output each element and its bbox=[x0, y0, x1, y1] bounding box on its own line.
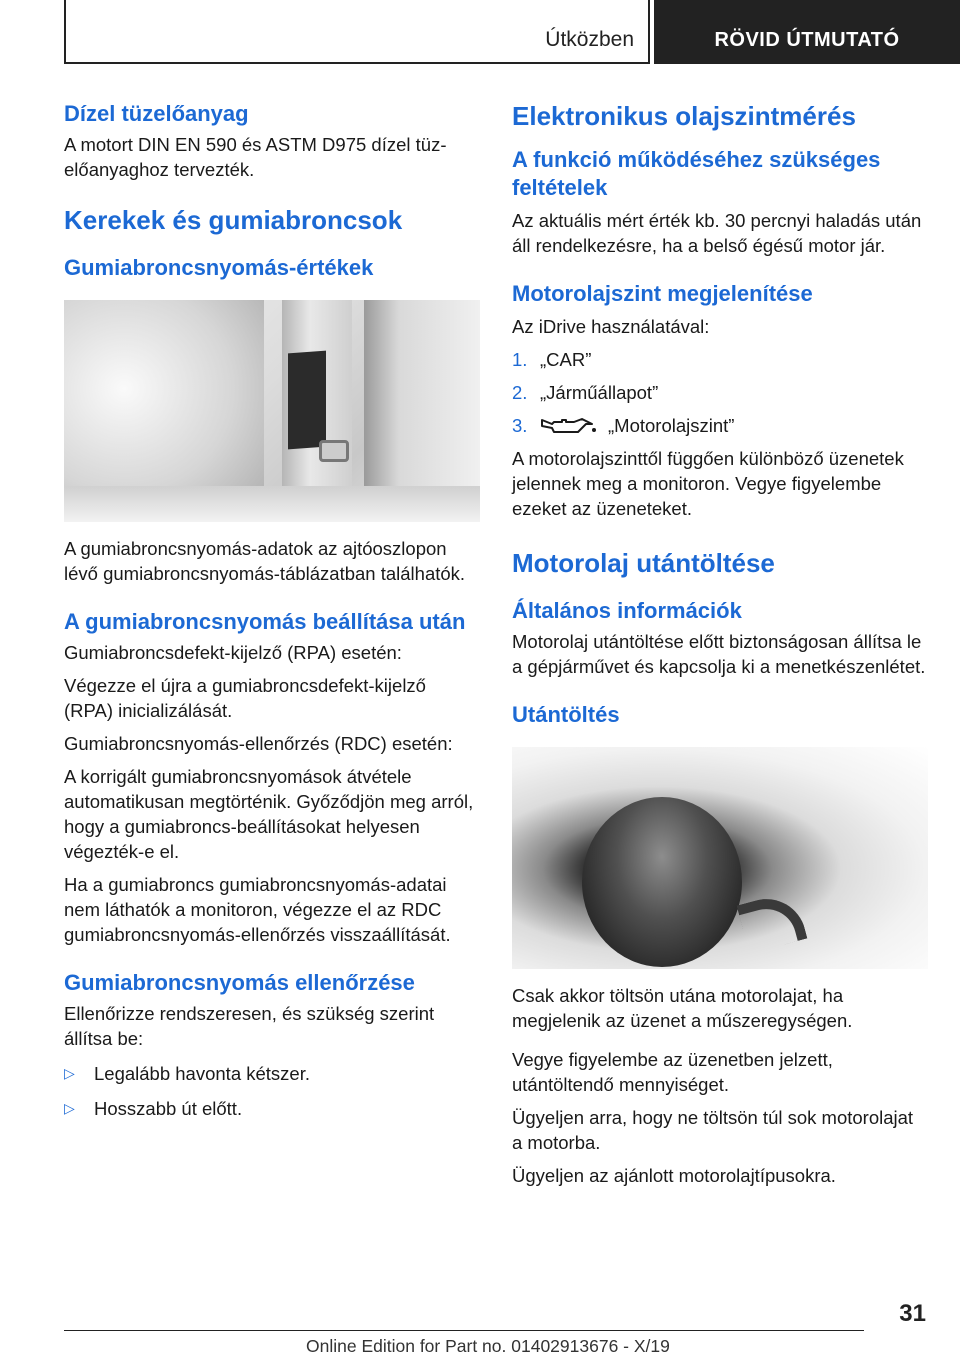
tire-pressure-label bbox=[288, 351, 326, 450]
rotation-arrow-icon bbox=[737, 890, 808, 954]
door-pillar-photo bbox=[64, 300, 480, 522]
rdc-text-2: Ha a gumiabroncs gumiabroncsnyomás-adatai nem láthatók a monitoron, végezze el az RDC gumiabroncsnyomás-ellenőrzés visszaállítását. bbox=[64, 874, 451, 945]
refill-text-1: Csak akkor töltsön utána motorolajat, ha megjelenik az üzenet a műszeregységen. bbox=[512, 985, 853, 1031]
footer-edition: Online Edition for Part no. 01402913676 - X/19 bbox=[306, 1336, 670, 1356]
refill-text-4: Ügyeljen az ajánlott motorolajtípusokra. bbox=[512, 1165, 836, 1186]
heading-wheels: Kerekek és gumiabroncsok bbox=[64, 205, 403, 235]
heading-requirements: A funkció működéséhez szükséges feltételek bbox=[512, 147, 881, 200]
display-intro: Az iDrive használatával: bbox=[512, 316, 710, 337]
chapter-title: RÖVID ÚTMUTATÓ bbox=[714, 29, 900, 51]
oil-cap-photo bbox=[512, 747, 928, 969]
heading-oil-measurement: Elektronikus olajszintmérés bbox=[512, 101, 856, 131]
list-item: ▷ Legalább havonta kétszer. bbox=[64, 1063, 310, 1084]
rdc-intro: Gumiabroncsnyomás-ellenőrzés (RDC) esetén: bbox=[64, 733, 453, 754]
rpa-text: Végezze el újra a gumiabroncsdefekt-kijelző (RPA) inicializálását. bbox=[64, 675, 426, 721]
right-column bbox=[512, 100, 928, 1188]
general-text: Motorolaj utántöltése előtt biztonságosan állítsa le a gépjárművet és kapcsolja ki a menetkészenlétet. bbox=[512, 631, 926, 677]
list-item: 3. „Motorolajszint” bbox=[512, 415, 735, 436]
heading-general-info: Általános információk bbox=[512, 598, 742, 623]
requirements-text: Az aktuális mért érték kb. 30 percnyi haladás után áll rendelkezésre, ha a belső égésű motor jár. bbox=[512, 210, 922, 256]
check-list bbox=[64, 1061, 480, 1121]
heading-pressure-check: Gumiabroncsnyomás ellenőrzése bbox=[64, 970, 415, 995]
refill-text-2: Vegye figyelembe az üzenetben jelzett, utántöltendő mennyiséget. bbox=[512, 1049, 833, 1095]
heading-oil-topup: Motorolaj utántöltése bbox=[512, 548, 775, 578]
triangle-bullet-icon: ▷ bbox=[64, 1065, 75, 1081]
heading-refill: Utántöltés bbox=[512, 702, 620, 727]
refill-text-3: Ügyeljen arra, hogy ne töltsön túl sok motorolajat a motorba. bbox=[512, 1107, 914, 1153]
oil-can-icon bbox=[540, 416, 598, 436]
list-item: 2. „Járműállapot” bbox=[512, 382, 659, 403]
section-title: Útközben bbox=[545, 28, 634, 51]
chapter-tab bbox=[654, 0, 960, 64]
section-tab bbox=[64, 0, 650, 64]
diesel-text: A motort DIN EN 590 és ASTM D975 dízel tüz- előanyaghoz tervezték. bbox=[64, 134, 447, 180]
heading-pressure-values: Gumiabroncsnyomás-értékek bbox=[64, 255, 374, 280]
left-column bbox=[64, 100, 480, 1121]
heading-oil-display: Motorolajszint megjelenítése bbox=[512, 281, 813, 306]
oil-filler-cap bbox=[582, 797, 742, 967]
rdc-text: A korrigált gumiabroncsnyomások átvétele automatikusan megtörténik. Győződjön meg arról, hogy a gumiabroncs-beállításokat helyesen végezték-e el. bbox=[64, 766, 474, 862]
heading-diesel: Dízel tüzelőanyag bbox=[64, 101, 249, 126]
heading-after-setting: A gumiabroncsnyomás beállítása után bbox=[64, 609, 466, 634]
footer-divider bbox=[64, 1330, 864, 1331]
page-header bbox=[0, 0, 960, 66]
check-text: Ellenőrizze rendszeresen, és szükség szerint állítsa be: bbox=[64, 1003, 435, 1049]
page-number: 31 bbox=[899, 1300, 926, 1327]
triangle-bullet-icon: ▷ bbox=[64, 1100, 75, 1116]
list-item: ▷ Hosszabb út előtt. bbox=[64, 1098, 243, 1119]
pressure-values-text: A gumiabroncsnyomás-adatok az ajtóoszlopon lévő gumiabroncsnyomás-táblázatban találhatók. bbox=[64, 538, 466, 584]
rpa-intro: Gumiabroncsdefekt-kijelző (RPA) esetén: bbox=[64, 642, 402, 663]
display-text: A motorolajszinttől függően különböző üzenetek jelennek meg a monitoron. Vegye figyelembe ezeket az üzeneteket. bbox=[512, 448, 904, 519]
idrive-steps bbox=[512, 347, 928, 438]
list-item: 1. „CAR” bbox=[512, 349, 592, 370]
